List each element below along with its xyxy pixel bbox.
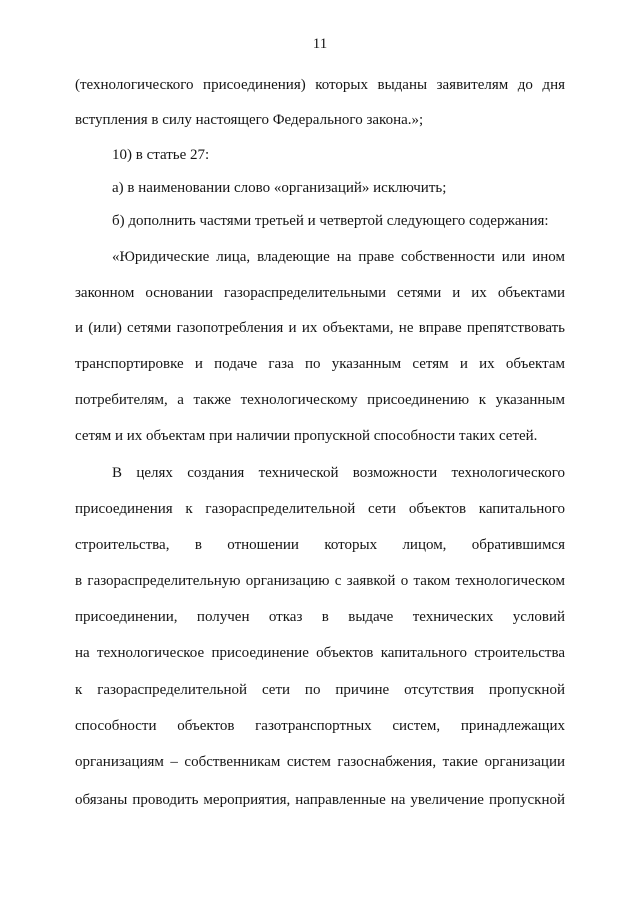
text-line: 10) в статье 27:: [112, 147, 210, 163]
text-line: (технологического присоединения) которых выданы заявителям до дня: [75, 77, 565, 93]
text-line: сетям и их объектам при наличии пропускной способности таких сетей.: [75, 428, 538, 444]
text-line: способности объектов газотранспортных систем, принадлежащих: [75, 718, 565, 734]
text-line: строительства, в отношении которых лицом, обратившимся: [75, 537, 565, 553]
text-line: законном основании газораспределительными сетями и их объектами: [75, 285, 565, 301]
page-number: 11: [312, 36, 328, 52]
text-line: а) в наименовании слово «организаций» исключить;: [112, 180, 447, 196]
text-line: В целях создания технической возможности технологического: [112, 465, 565, 481]
text-line: к газораспределительной сети по причине отсутствия пропускной: [75, 682, 565, 698]
text-line: б) дополнить частями третьей и четвертой следующего содержания:: [112, 213, 549, 229]
text-line: на технологическое присоединение объектов капитального строительства: [75, 645, 565, 661]
text-line: «Юридические лица, владеющие на праве собственности или ином: [112, 249, 565, 265]
text-line: в газораспределительную организацию с заявкой о таком технологическом: [75, 573, 565, 589]
text-line: потребителям, а также технологическому присоединению к указанным: [75, 392, 565, 408]
text-line: обязаны проводить мероприятия, направленные на увеличение пропускной: [75, 792, 565, 808]
text-line: присоединении, получен отказ в выдаче технических условий: [75, 609, 565, 625]
text-line: транспортировке и подаче газа по указанным сетям и их объектам: [75, 356, 565, 372]
text-line: и (или) сетями газопотребления и их объектами, не вправе препятствовать: [75, 320, 565, 336]
text-line: вступления в силу настоящего Федерального закона.»;: [75, 112, 424, 128]
text-line: присоединения к газораспределительной сети объектов капитального: [75, 501, 565, 517]
text-line: организациям – собственникам систем газоснабжения, такие организации: [75, 754, 565, 770]
